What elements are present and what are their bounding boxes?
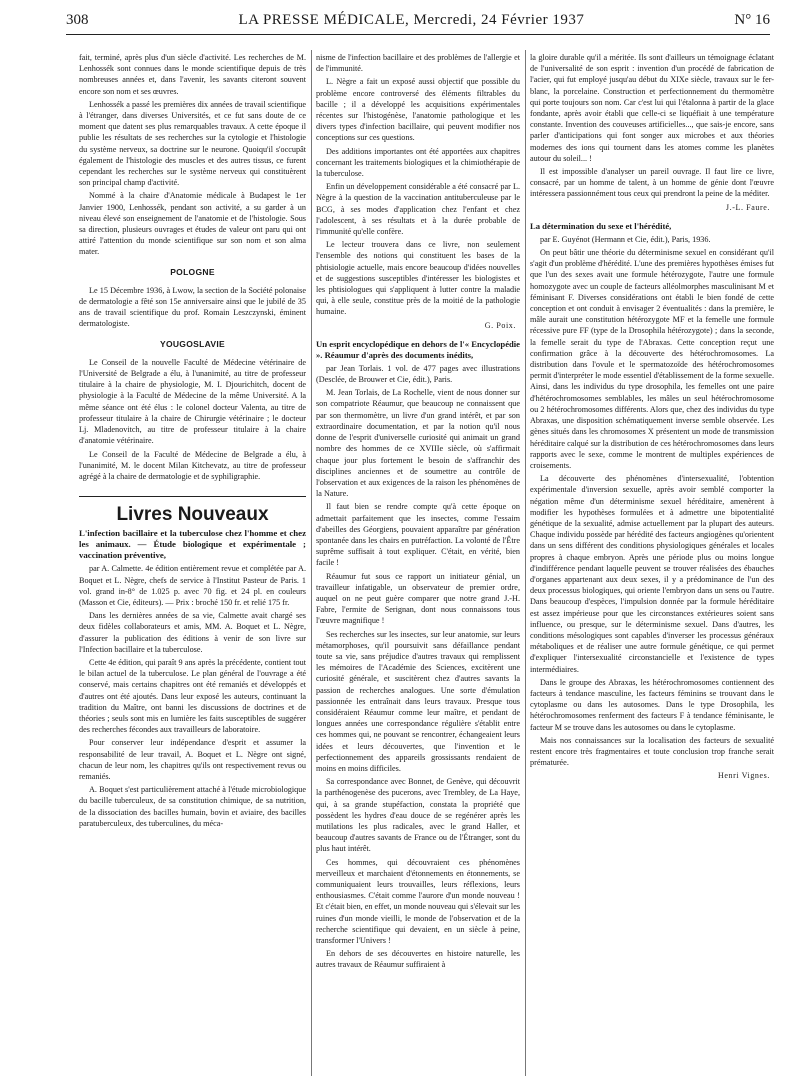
paragraph: Ces hommes, qui découvraient ces phénomènes merveilleux et marchaient d'étonnements en étonnements, se communiquaient leurs trouvailles, leurs réflexions, leurs enthousiasmes. C'était comme l'aurore d'un monde nouveau ! Et c'était bien, en effet, un monde nouveau qui s'élevait sur les ruines d'un monde vieilli, le monde de l'observation et de la recherche scientifique qui devaient, en un siècle à peine, transformer l'Univers ! (316, 857, 520, 946)
paragraph: Sa correspondance avec Bonnet, de Genève, qui découvrit la parthénogenèse des pucerons, avec Trembley, de La Haye, qui, à sa grande stupéfaction, constata la propriété que possèdent les hydres d'eau douce de se regénérer après les mutilations les plus radicales, avec le grand Haller, et beaucoup d'autres savants de France ou de l'Étranger, sont du plus haut intérêt. (316, 777, 520, 854)
column-3 (530, 52, 774, 1082)
page-header (66, 12, 770, 35)
section-title-yougoslavie: YOUGOSLAVIE (159, 338, 225, 349)
paragraph: Mais nos connaissances sur la localisation des facteurs de sexualité restent encore très fragmentaires et toute conclusion trop franche serait prématurée. (530, 735, 774, 768)
book-title: L'infection bacillaire et la tuberculose chez l'homme et chez les animaux. — Étude biologique et expérimentale ; vaccination préventive, (79, 528, 306, 561)
paragraph: Il faut bien se rendre compte qu'à cette époque on admettait parfaitement que les insectes, comme l'essaim d'abeilles des Géorgiens, pouvaient apparaître par génération spontanée dans les chairs en putréfaction. La volonté de l'Être suprême suffisait à tout expliquer. C'était, en vérité, bien facile ! (316, 502, 520, 568)
column-divider (525, 50, 526, 1076)
paragraph: Le 15 Décembre 1936, à Lwow, la section de la Société polonaise de dermatologie a fêté son 15e anniversaire ainsi que le jubilé de 35 ans de travail scientifique du prof. Romain Leszczynski, éminent dermatologiste. (79, 285, 306, 329)
column-1 (79, 52, 306, 1082)
paragraph: L. Nègre a fait un exposé aussi objectif que possible du problème encore controversé des éléments filtrables du bacille ; il a développé les acquisitions expérimentales récentes sur l'histogénèse, l'anatomie pathologique et les divers types d'infection bacillaire, qui peuvent modifier nos conceptions sur ces questions. (316, 77, 520, 143)
journal-title-date: LA PRESSE MÉDICALE, Mercredi, 24 Février 1937 (238, 12, 585, 28)
paragraph: Cette 4e édition, qui paraît 9 ans après la précédente, contient tout le bilan actuel de la tuberculose. Le plan général de l'ouvrage a été conservé, mais certains chapitres ont été remaniés et développés et d'autres ont été ajoutés. Dans leur exposé les auteurs, continuant la tradition du Maître, ont banni les discussions de doctrines et de théories ; seuls sont mis en lumière les faits susceptibles de suggérer des recherches fécondes aux travailleurs de laboratoire. (79, 657, 306, 735)
paragraph: Lenhossék a passé les premières dix années de travail scientifique à l'étranger, dans diverses Universités, et ce fut sans doute de ce moment que datent ses plus remarquables travaux. A cette époque il publie les résultats de ses recherches sur la cytologie et l'histologie du système nerveux, sa doctrine sur le neurone. Quoiqu'il s'occupât également de l'histologie des muscles et des autres tissus, ce furent cependant les recherches sur le système nerveux qui constituèrent son principal champ d'activité. (79, 99, 306, 188)
section-rule (79, 496, 306, 497)
column-2 (316, 52, 520, 1082)
signature: J.-L. Faure. (725, 202, 770, 212)
section-title-pologne: POLOGNE (170, 266, 215, 277)
book-reference: par E. Guyénot (Hermann et Cie, édit.), Paris, 1936. (540, 234, 711, 244)
paragraph: M. Jean Torlais, de La Rochelle, vient de nous donner sur son compatriote Réaumur, que beaucoup ne connaissent que par son thermomètre, un livre d'un grand intérêt, et par son extraordinaire documentation, et par la notion qu'il nous donne de l'esprit d'universelle curiosité qui animait un grand nombre des hommes de ce XVIIIe siècle, où s'affirmait chaque jour plus fortement le besoin de s'affranchir des disciplines anciennes et de soumettre au contrôle de l'observation et aux exigences de la raison les phénomènes de la Nature. (316, 388, 520, 499)
paragraph: Dans le groupe des Abraxas, les hétérochromosomes contiennent des facteurs à tendance masculine, les facteurs féminins se trouvant dans le cytoplasme ou dans les autosomes. Dans le type Drosophila, les hétérochromosomes renferment des facteurs F à tendance féminisante, le facteur M se trouve dans les autosomes ou dans le cytoplasme. (530, 677, 774, 732)
paragraph: fait, terminé, après plus d'un siècle d'activité. Les recherches de M. Lenhossék sont connues dans le monde scientifique depuis de très nombreuses années et, dans l'avenir, les savants citeront souvent encore son nom et ses œuvres. (79, 53, 306, 96)
paragraph: Dans les dernières années de sa vie, Calmette avait chargé ses deux fidèles collaborateurs et amis, MM. A. Boquet et L. Nègre, d'assurer la publication des éditions à venir de son livre sur l'Infection bacillaire et la tuberculose. (79, 611, 306, 654)
column-divider (311, 50, 312, 1076)
paragraph: nisme de l'infection bacillaire et des problèmes de l'allergie et de l'immunité. (316, 53, 520, 74)
book-reference: par A. Calmette. 4e édition entièrement revue et complétée par A. Boquet et L. Nègre, chefs de service à l'Institut Pasteur de Paris. 1 vol. grand in-8° de 1.025 p. avec 70 fig. et 24 pl. en couleurs (Masson et Cie, éditeurs). — Prix : broché 150 fr. et relié 175 fr. (79, 564, 306, 607)
livres-nouveaux-heading: Livres Nouveaux (116, 504, 269, 526)
book-reference: par Jean Torlais. 1 vol. de 477 pages avec illustrations (Desclée, de Brouwer et Cie, édit.), Paris. (316, 363, 520, 385)
paragraph: Le lecteur trouvera dans ce livre, non seulement l'ensemble des notions qui constituent les bases de la phtisiologie actuelle, mais encore beaucoup d'idées nouvelles et de suggestions susceptibles d'intéresser les biologistes et les phtisiologues qui s'appliquent à lutter contre la maladie qui, à elle seule, constitue près de la moitié de la pathologie humaine. (316, 240, 520, 317)
paragraph: Le Conseil de la nouvelle Faculté de Médecine vétérinaire de l'Université de Belgrade a élu, à l'unanimité, au titre de professeur titulaire à la chaire de physiologie, M. I. Djourichitch, docent de physiologie à la Faculté de Médecine de la même Université. A la même séance ont été élus : le colonel docteur Valenta, au titre de professeur titulaire à la chaire de Chirurgie vétérinaire ; le docteur Lj. Mladenovitch, au titre de professeur titulaire à la chaire d'anatomie vétérinaire. (79, 357, 306, 446)
book-title: La détermination du sexe et l'hérédité, (530, 220, 672, 231)
paragraph: la gloire durable qu'il a méritée. Ils sont d'ailleurs un témoignage éclatant de l'universalité de son esprit : invention d'un procédé de fabrication de l'acier, qui fut employé jusqu'au début du XIXe siècle, travaux sur le fer-blanc, la porcelaine. Construction et perfectionnement du thermomètre qui porte toujours son nom. Car c'est lui qui l'étalonna à partir de la glace fondante, après avoir établi que celle-ci se liquéfiait à une température constante. Invention des couveuses artificielles..., que sais-je encore, sans parler d'anticipations qui font songer aux microbes et aux théories modernes des ions qui tournent dans les atomes comme les planètes autour du soleil... ! (530, 53, 774, 163)
paragraph: A. Boquet s'est particulièrement attaché à l'étude microbiologique du bacille tuberculeux, de sa constitution chimique, de sa nutrition, de la dissociation des bacilles humain, bovin et aviaire, des bacilles paratuberculeux, des tuberculines, du méca- (79, 785, 306, 828)
paragraph: Pour conserver leur indépendance d'esprit et assumer la responsabilité de leur travail, A. Boquet et L. Nègre ont signé, chacun de leur nom, les chapitres qu'ils ont respectivement revus ou remaniés. (79, 738, 306, 781)
page-number: 308 (66, 12, 89, 28)
signature: G. Poix. (484, 320, 516, 330)
paragraph: Nommé à la chaire d'Anatomie médicale à Budapest le 1er Janvier 1900, Lenhossék, pendant son activité, a su garder à un niveau élevé son enseignement de l'anatomie et de l'histologie. Sous sa direction, plusieurs ouvrages et études de valeur ont paru qui ont attiré l'attention du monde scientifique sur son nom et son alma mater. (79, 191, 306, 257)
paragraph: Des additions importantes ont été apportées aux chapitres concernant les traitements biologiques et la chimiothérapie de la tuberculose. (316, 146, 520, 179)
paragraph: En dehors de ses découvertes en histoire naturelle, les autres travaux de Réaumur suffiraient à (316, 949, 520, 970)
paragraph: Ses recherches sur les insectes, sur leur anatomie, sur leurs métamorphoses, qu'il poursuivit sans défaillance pendant toute sa vie, sans préjudice d'autres travaux qui remplissent les mémoires de l'Académie des Sciences, excitèrent une curiosité générale, et suscitèrent chez d'autres savants la passion de recherches analogues. Une sorte d'émulation passionnée les entraînait dans leurs travaux. Presque tous considéraient Réaumur comme leur maître, et pendant de longues années une correspondance régulière s'établit entre ces hommes qui, ne pouvant se rencontrer, échangeaient leurs idées et leurs découvertes, que l'invention et le perfectionnement des appareils grossissants rendaient de moins en moins difficiles. (316, 629, 520, 773)
paragraph: Il est impossible d'analyser un pareil ouvrage. Il faut lire ce livre, consacré, par un homme de talent, à un homme de génie dont l'œuvre intéressera passionnément tous ceux qui prendront la peine de la méditer. (530, 167, 774, 199)
paragraph: Enfin un développement considérable a été consacré par L. Nègre à la question de la vaccination antituberculeuse par le BCG, à ses modes d'application chez l'enfant et chez l'adolescent, à ses résultats et à la durée probable de l'immunité qu'elle confère. (316, 182, 520, 237)
paragraph: Réaumur fut sous ce rapport un initiateur génial, un travailleur infatigable, un observateur de premier ordre, auquel on ne peut guère comparer que notre grand J.-H. Fabre, l'ermite de Serignan, dont nous connaissons tous l'œuvre magnifique ! (316, 571, 520, 626)
paragraph: La découverte des phénomènes d'intersexualité, l'obtention expérimentale d'inversion sexuelle, après avoir semblé comporter la négation même d'un déterminisme sexuel héréditaire, amenèrent à modifier les hypothèses formulées et à admettre une bipotentialité génétique de la sexualité, admise actuellement par la plupart des auteurs. Chaque individu possède par hérédité des facteurs angiogènes qu'orientent dans un sens différent des conditions physiologiques générales et locales propres à chaque embryon. Après une période plus ou moins longue d'indifférence pendant laquelle peuvent se trouver réalisées des ébauches d'organes appartenant aux deux sexes, il y a prédominance de l'un des deux processus biologiques, qui oriente l'embryon dans un sens ou l'autre. Dans beaucoup d'espèces, l'impulsion donnée par la formule héréditaire est assez impérieuse pour que les circonstances extérieures soient sans influence, ou presque, sur le déterminisme sexuel. Dans d'autres, les conditions mésologiques sont capables d'inverser les processus généraux métaboliques et de réaliser une autre formule génétique, ce qui permet d'expliquer l'intersexualité circonstancielle et l'existence de types intermédiaires. (530, 474, 774, 674)
paragraph: Le Conseil de la Faculté de Médecine de Belgrade a élu, à l'unanimité, M. le docent Milan Kitchevatz, au titre de professeur agrégé à la chaire de dermatologie et de syphiligraphie. (79, 449, 306, 481)
signature: Henri Vignes. (717, 771, 770, 781)
issue-number: N° 16 (734, 12, 770, 28)
paragraph: On peut bâtir une théorie du déterminisme sexuel en considérant qu'il s'agit d'un problème d'hérédité. L'une des premières hypothèses émises fut que l'un des sexes avait une formule hétérozygote, l'autre une formule homozygote avec un couple de facteurs alléolmorphes masculinisant M et féminisant F. Diverses considérations ont établi le bien fondé de cette conception et ont conduit à envisager 2 éventualités : dans la première, le mâle aurait une constitution hétérozygote MF et la femelle une formule récessive pure FF (type de la Drosophila hétérozygote) ; dans la seconde, la femelle serait du type de l'Abraxas. Cette conception reçut une confirmation grâce à la découverte des hétérochromosomes. La distribution dans l'ovule et le spermatozoïde des hétérochromosomes permit d'interpréter le mode essentiel d'établissement de la forme sexuelle. Ainsi, dans les individus du type drosophila, les femelles ont une paire d'hétérochromosomes semblables, les mâles un seul hétérochromosome ou 2 hétérochromosomes différents. Alors que, chez des individus du type Abraxas, une disposition schématiquement inverse semble observée. Les gènes situés dans les chromosomes X présentent un mode de transmission héréditaire calqué sur la distribution de ces hétérochromosomes dans leurs rapports avec le sexe, comme le montrent de multiples expériences de croisements. (530, 248, 774, 470)
book-title: Un esprit encyclopédique en dehors de l'« Encyclopédie ». Réaumur d'après des documents inédits, (316, 338, 520, 360)
